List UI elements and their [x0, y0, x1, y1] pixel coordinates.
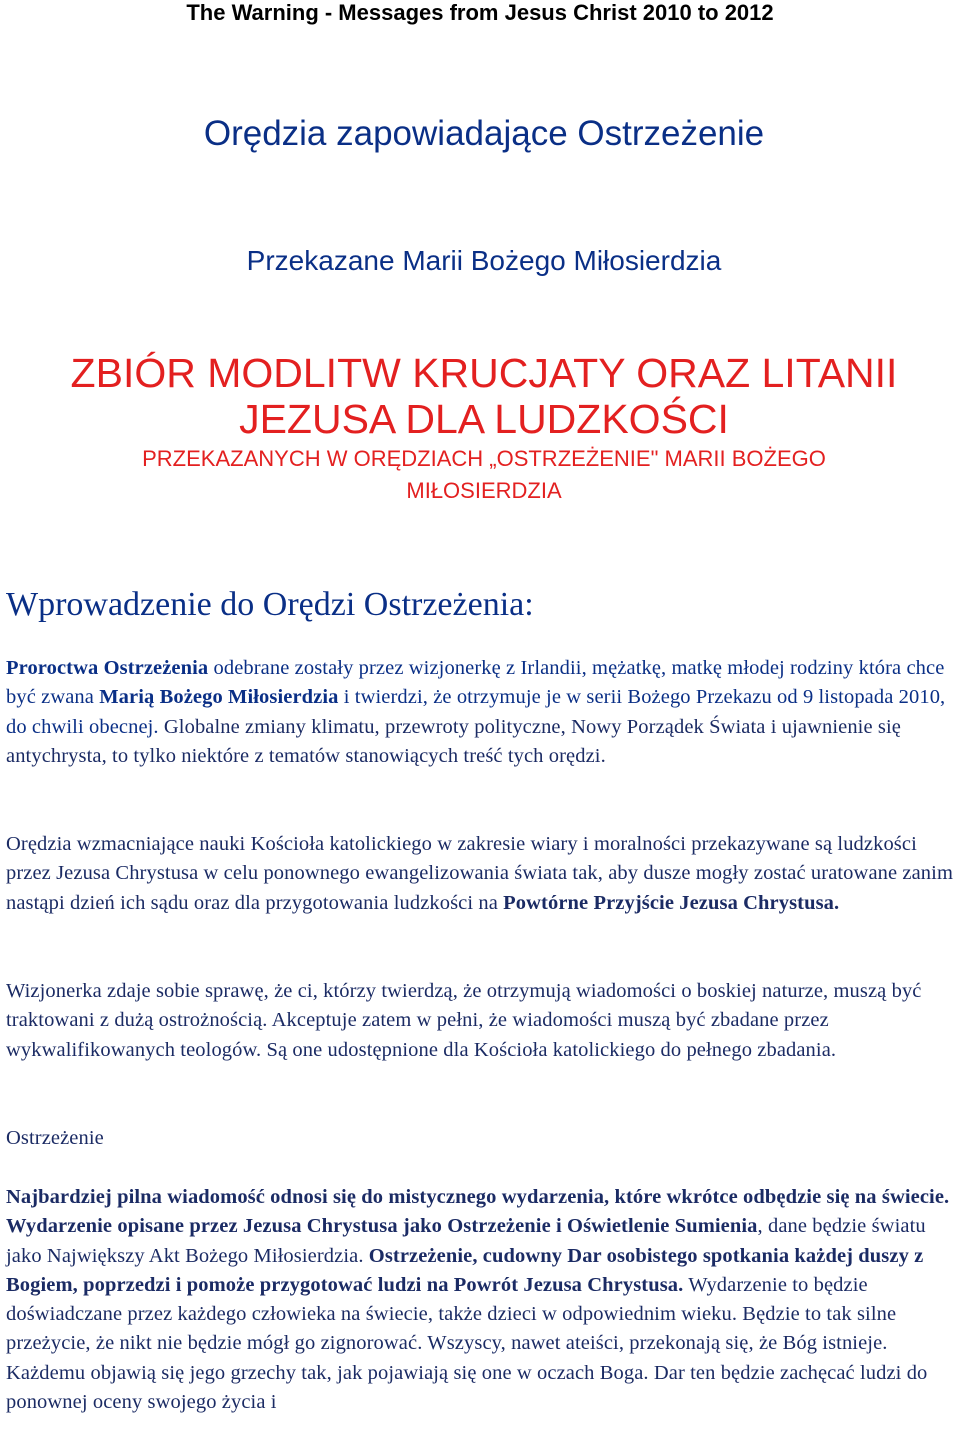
prayer-collection-heading: [0, 350, 960, 506]
paragraph-prophecies: [6, 654, 958, 771]
paragraph-visionary: [6, 977, 958, 1065]
paragraph-4-text-1: Ostrzeżenie: [6, 1127, 104, 1149]
document-title: Orędzia zapowiadające Ostrzeżenie: [203, 114, 765, 153]
paragraph-warning-event: [6, 1183, 958, 1417]
paragraph-3-text-1: Wizjonerka zdaje sobie sprawę, że ci, którzy twierdzą, że otrzymują wiadomości o boskiej naturze, muszą być traktowani z dużą ostrożnością. Akceptuje zatem w pełni, że wiadomości muszą być zbadane przez wykwalifikowanych teologów. Są one udostępnione dla Kościoła katolickiego do pełnego zbadania.: [6, 980, 922, 1061]
paragraph-5-bold-2: Ostrzeżenie, cudowny Dar osobistego spotkania każdej duszy z Bogiem, poprzedzi i pomoże przygotować ludzi na Powrót Jezusa Chrystusa.: [6, 1244, 924, 1296]
paragraph-1-bold-2: Marią Bożego Miłosierdzia: [99, 686, 339, 709]
paragraph-5-text-2: Wydarzenie to będzie doświadczane przez każdego człowieka na świecie, także dzieci w odpowiednim wieku. Będzie to tak silne przeżycie, że nikt nie będzie mógł go zignorować. Wszyscy, nawet ateiści, przekonają się, że Bóg istnieje. Każdemu objawią się jego grzechy tak, jak pojawiają się one w oczach Boga. Dar ten będzie zachęcać ludzi do ponownej oceny swojego życia i: [6, 1273, 928, 1414]
paragraph-2-text-1: Orędzia wzmacniające nauki Kościoła katolickiego w zakresie wiary i moralności przekazywane są ludzkości przez Jezusa Chrystusa w celu ponownego ewangelizowania świata tak, aby dusze mogły zostać uratowane zanim nastąpi dzień ich sądu oraz dla przygotowania ludzkości na: [6, 833, 954, 914]
red-heading-line-1: ZBIÓR MODLITW KRUCJATY ORAZ LITANII: [70, 350, 898, 396]
paragraph-5-text-1: , dane będzie światu jako Największy Akt Bożego Miłosierdzia.: [6, 1215, 926, 1267]
page-header-title: The Warning - Messages from Jesus Christ 2010 to 2012: [186, 0, 774, 25]
paragraph-5-bold-1: Najbardziej pilna wiadomość odnosi się do mistycznego wydarzenia, które wkrótce odbędzie się na świecie. Wydarzenie opisane przez Jezusa Chrystusa jako Ostrzeżenie i Oświetlenie Sumienia: [6, 1186, 950, 1238]
red-heading-line-2: JEZUSA DLA LUDZKOŚCI: [239, 396, 729, 442]
paragraph-messages: [6, 830, 958, 918]
section-heading-warning: [6, 1124, 958, 1153]
document-subtitle: Przekazane Marii Bożego Miłosierdzia: [246, 245, 722, 276]
paragraph-1-text-1: odebrane zostały przez wizjonerkę z Irlandii, mężatkę, matkę młodej rodziny która chce być zwana: [6, 657, 945, 709]
paragraph-1-text-2: i twierdzi, że otrzymuje je w serii Bożego Przekazu od 9 listopada 2010, do chwili obecnej.: [6, 686, 946, 738]
red-heading-line-4: MIŁOSIERDZIA: [406, 478, 562, 503]
paragraph-1-bold-1: Proroctwa Ostrzeżenia: [6, 657, 209, 679]
paragraph-2-bold-1: Powtórne Przyjście Jezusa Chrystusa.: [503, 891, 840, 914]
paragraph-1-text-3: Globalne zmiany klimatu, przewroty polityczne, Nowy Porządek Świata i ujawnienie się antychrysta, to tylko niektóre z tematów stanowiących treść tych orędzi.: [6, 715, 901, 767]
red-heading-line-3: PRZEKAZANYCH W ORĘDZIACH „OSTRZEŻENIE" MARII BOŻEGO: [142, 446, 826, 471]
introduction-heading: Wprowadzenie do Orędzi Ostrzeżenia:: [6, 586, 534, 623]
